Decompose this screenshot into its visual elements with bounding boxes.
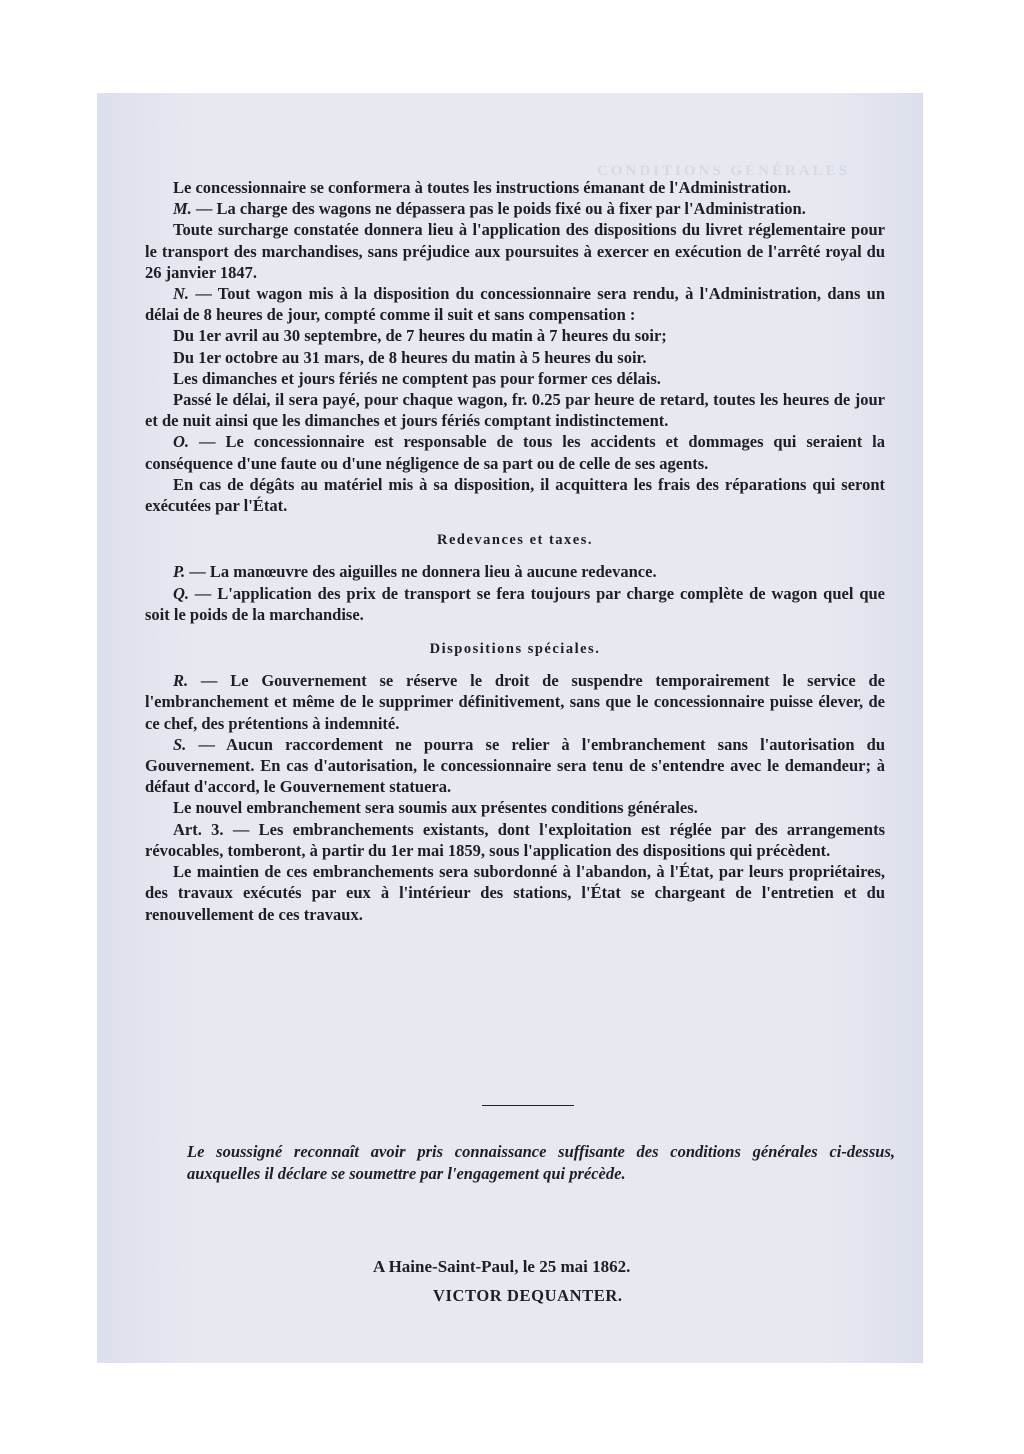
signature-name: VICTOR DEQUANTER. bbox=[433, 1286, 623, 1305]
para-lead: N. bbox=[173, 284, 190, 304]
para-text: — Les embranchements existants, dont l'exploitation est réglée par des arrangements révocables, tomberont, à partir du 1er mai 1859, sous l'application des dispositions qui précèdent. bbox=[145, 819, 885, 860]
para-text: — La manœuvre des aiguilles ne donnera lieu à aucune redevance. bbox=[185, 562, 657, 582]
para-lead: Art. 3. bbox=[173, 819, 224, 839]
acknowledgement-text: Le soussigné reconnaît avoir pris connaissance suffisante des conditions générales ci-dessus, auxquelles il déclare se soumettre par l'engagement qui précède. bbox=[187, 1142, 895, 1183]
para-text: Passé le délai, il sera payé, pour chaque wagon, fr. 0.25 par heure de retard, toutes les heures de jour et de nuit ainsi que les dimanches et jours fériés comptant indistinctement. bbox=[145, 390, 885, 431]
para-text: — L'application des prix de transport se fera toujours par charge complète de wagon quel que soit le poids de la marchandise. bbox=[145, 583, 885, 624]
para-text: Toute surcharge constatée donnera lieu à l'application des dispositions du livret réglementaire pour le transport des marchandises, sans préjudice aux poursuites à exercer en exécution de l'arrêté royal du 26 janvier 1847. bbox=[145, 220, 885, 282]
paragraph-new-branch bbox=[145, 797, 885, 818]
para-lead: S. bbox=[173, 734, 187, 754]
para-text: — Aucun raccordement ne pourra se relier à l'embranchement sans l'autorisation du Gouvernement. En cas d'autorisation, le concessionnaire sera tenu de s'entendre avec le demandeur; à défaut d'accord, le Gouvernement statuera. bbox=[145, 734, 885, 797]
para-text: Les dimanches et jours fériés ne comptent pas pour former ces délais. bbox=[173, 368, 661, 388]
paragraph-late-fee bbox=[145, 389, 885, 431]
para-text: — Le concessionnaire est responsable de tous les accidents et dommages qui seraient la conséquence d'une faute ou d'une négligence de sa part ou de celle de ses agents. bbox=[145, 432, 885, 473]
paragraph-surcharge bbox=[145, 219, 885, 283]
para-text: En cas de dégâts au matériel mis à sa disposition, il acquittera les frais des réparations qui seront exécutées par l'État. bbox=[145, 474, 885, 516]
para-text: — La charge des wagons ne dépassera pas le poids fixé ou à fixer par l'Administration. bbox=[191, 199, 806, 219]
para-lead: R. bbox=[173, 671, 189, 691]
paragraph-s bbox=[145, 734, 885, 798]
para-text: — Le Gouvernement se réserve le droit de suspendre temporairement le service de l'embranchement et même de le supprimer définitivement, sans que le concessionnaire puisse élever, de ce chef, des prétentions à indemnité. bbox=[145, 671, 885, 733]
section-heading-fees: Redevances et taxes. bbox=[436, 532, 594, 549]
separator-rule bbox=[482, 1105, 574, 1106]
section-heading-special: Dispositions spéciales. bbox=[429, 641, 601, 658]
para-text: Le maintien de ces embranchements sera subordonné à l'abandon, à l'État, par leurs propriétaires, des travaux exécutés par eux à l'intérieur des stations, l'État se chargeant de l'entretien et du renouvellement de ces travaux. bbox=[145, 862, 885, 924]
place-and-date: A Haine-Saint-Paul, le 25 mai 1862. bbox=[373, 1257, 631, 1276]
paragraph-holidays bbox=[145, 368, 885, 389]
para-lead: O. bbox=[173, 432, 190, 452]
paragraph-n bbox=[145, 283, 885, 325]
paragraph-summer-hours bbox=[145, 325, 885, 346]
para-text: Le concessionnaire se conformera à toutes les instructions émanant de l'Administration. bbox=[173, 178, 791, 197]
para-text: Le nouvel embranchement sera soumis aux présentes conditions générales. bbox=[173, 798, 698, 818]
acknowledgement-block bbox=[187, 1141, 895, 1184]
paragraph-o bbox=[145, 431, 885, 473]
paragraph-damages bbox=[145, 474, 885, 516]
paragraph-maintenance bbox=[145, 861, 885, 925]
para-text: Du 1er avril au 30 septembre, de 7 heures du matin à 7 heures du soir; bbox=[173, 326, 667, 346]
paragraph-winter-hours bbox=[145, 347, 885, 368]
para-text: Du 1er octobre au 31 mars, de 8 heures du matin à 5 heures du soir. bbox=[173, 347, 647, 367]
paragraph-p bbox=[145, 561, 885, 582]
paragraph-art-3 bbox=[145, 819, 885, 861]
bleed-through-title: CONDITIONS GÉNÉRALES bbox=[597, 163, 850, 179]
paragraph-q bbox=[145, 583, 885, 625]
para-lead: Q. bbox=[173, 583, 190, 603]
para-lead: P. bbox=[173, 562, 186, 582]
para-lead: M. bbox=[173, 199, 192, 219]
paragraph-1 bbox=[145, 177, 885, 198]
scanned-page bbox=[97, 93, 923, 1363]
paragraph-m bbox=[145, 198, 885, 219]
body-text bbox=[145, 177, 885, 925]
paragraph-r bbox=[145, 670, 885, 734]
para-text: — Tout wagon mis à la disposition du concessionnaire sera rendu, à l'Administration, dans un délai de 8 heures de jour, compté comme il suit et sans compensation : bbox=[145, 284, 885, 325]
